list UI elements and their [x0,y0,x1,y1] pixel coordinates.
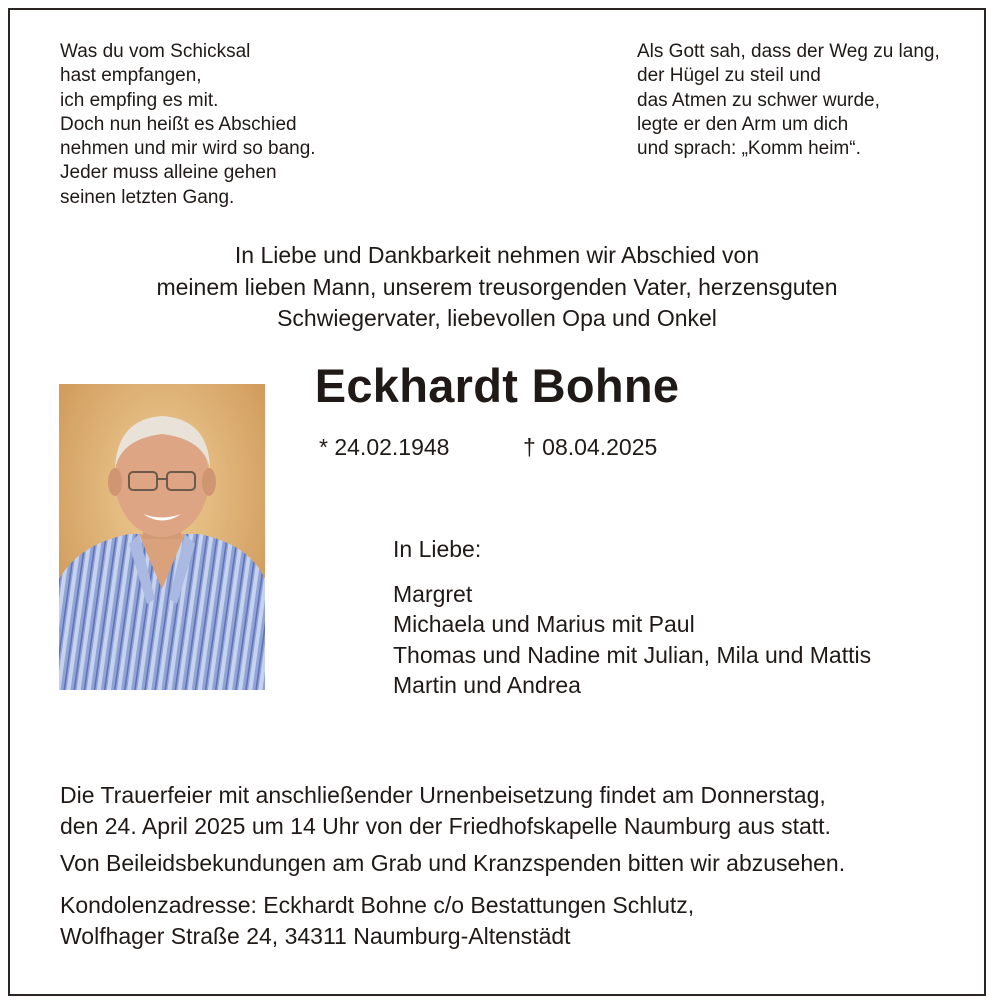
family-heading: In Liebe: [393,536,482,562]
family-member: Margret [393,581,473,607]
poem-left [60,40,316,210]
poem-line: und sprach: „Komm heim“. [637,138,861,160]
condolence-note [60,848,845,879]
intro-line: Schwiegervater, liebevollen Opa und Onkel [277,305,717,331]
poem-line: Was du vom Schicksal [60,41,251,62]
deceased-name: Eckhardt Bohne [314,359,680,412]
intro-line: meinem lieben Mann, unserem treusorgenden Vater, herzensguten [156,273,838,300]
poem-right [637,40,940,161]
intro-line: In Liebe und Dankbarkeit nehmen wir Abschied von [234,242,760,268]
family-member: Thomas und Nadine mit Julian, Mila und Mattis [393,641,872,668]
ceremony-info [60,780,831,842]
poem-line: seinen letzten Gang. [60,186,235,208]
intro-text [0,240,994,335]
poem-line: Als Gott sah, dass der Weg zu lang, [637,41,940,62]
poem-line: das Atmen zu schwer wurde, [637,89,880,111]
poem-line: legte er den Arm um dich [637,113,849,135]
poem-line: nehmen und mir wird so bang. [60,138,316,160]
address-line: Kondolenzadresse: Eckhardt Bohne c/o Bestattungen Schlutz, [60,892,695,918]
family-member: Michaela und Marius mit Paul [393,611,695,638]
poem-line: ich empfing es mit. [60,89,219,111]
birth-date: * 24.02.1948 [319,434,450,460]
poem-line: der Hügel zu steil und [637,65,821,87]
death-date: † 08.04.2025 [523,434,658,460]
family-list [393,579,871,700]
ceremony-line: Die Trauerfeier mit anschließender Urnenbeisetzung findet am Donnerstag, [60,782,826,808]
condolence-address [60,890,694,952]
poem-line: Doch nun heißt es Abschied [60,113,297,135]
family-member: Martin und Andrea [393,671,581,698]
condolence-line: Von Beileidsbekundungen am Grab und Kranzspenden bitten wir abzusehen. [60,850,846,876]
poem-line: hast empfangen, [60,65,202,87]
address-line: Wolfhager Straße 24, 34311 Naumburg-Altenstädt [60,923,571,949]
ceremony-line: den 24. April 2025 um 14 Uhr von der Friedhofskapelle Naumburg aus statt. [60,813,831,839]
portrait-photo [59,384,265,690]
poem-line: Jeder muss alleine gehen [60,162,277,184]
